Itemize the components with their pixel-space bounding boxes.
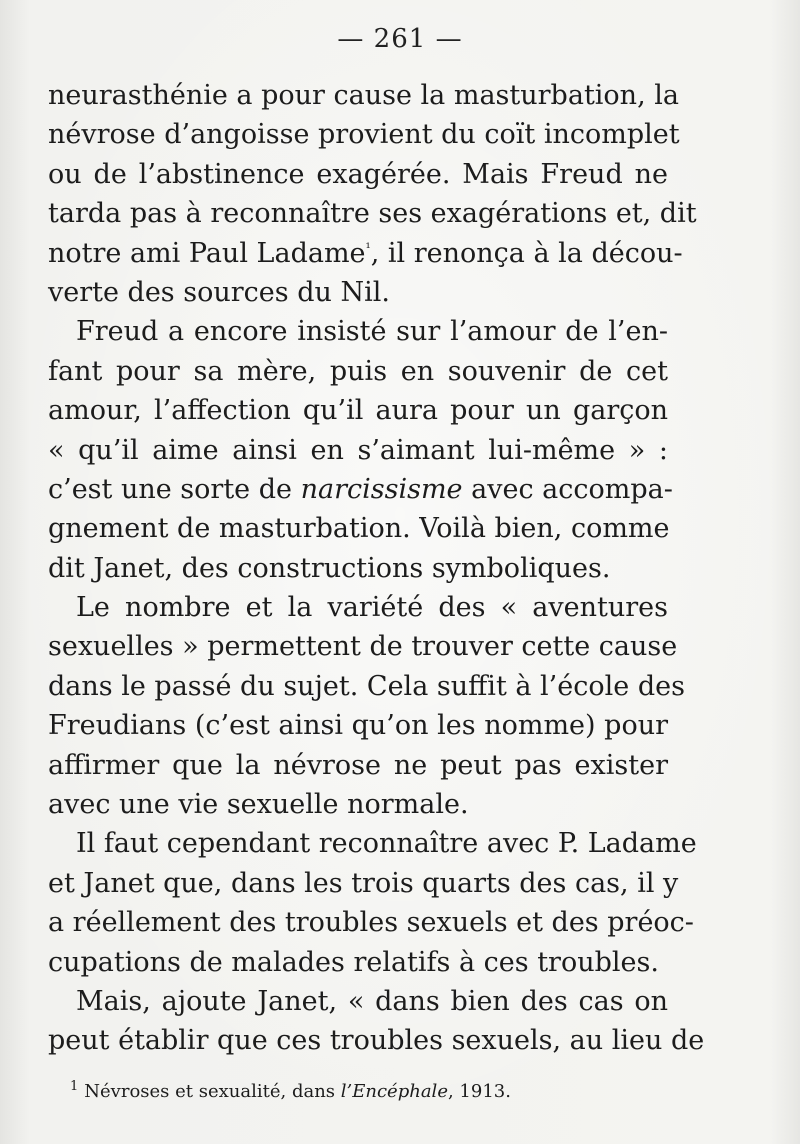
- text-segment: notre ami Paul Ladame: [48, 237, 366, 269]
- text-line: névrose d’angoisse provient du coït incomplet: [48, 119, 680, 151]
- text-line: et Janet que, dans les trois quarts des cas, il y: [48, 867, 679, 899]
- text-segment: c’est une sorte de: [48, 473, 301, 505]
- text-line: neurasthénie a pour cause la masturbation, la: [48, 80, 679, 111]
- text-line: dit Janet, des constructions symboliques.: [48, 552, 611, 584]
- text-line: dans le passé du sujet. Cela suffit à l’école des: [48, 670, 685, 702]
- text-line: avec une vie sexuelle normale.: [48, 789, 469, 821]
- text-line: [48, 234, 683, 273]
- footnote-text: Névroses et sexualité, dans: [84, 1081, 341, 1102]
- text-segment: , il renonça à la décou-: [370, 237, 683, 269]
- footnote-reference: ¹: [365, 240, 371, 256]
- text-line: tarda pas à reconnaître ses exagérations et, dit: [48, 198, 697, 230]
- text-line: amour, l’affection qu’il aura pour un garçon: [48, 395, 668, 427]
- text-line: Il faut cependant reconnaître avec P. Ladame: [76, 828, 697, 860]
- text-segment: avec accompa-: [462, 473, 673, 505]
- footnote-mark: 1: [70, 1079, 79, 1094]
- italic-term: narcissisme: [300, 473, 463, 505]
- footnote-journal: l’Encéphale: [340, 1081, 448, 1102]
- text-line: Freudians (c’est ainsi qu’on les nomme) pour: [48, 710, 668, 742]
- text-line: ou de l’abstinence exagérée. Mais Freud ne: [48, 158, 668, 190]
- footnote-text-end: , 1913.: [447, 1081, 511, 1102]
- text-line: « qu’il aime ainsi en s’aimant lui-même » :: [48, 434, 668, 466]
- body-text: [48, 76, 705, 1061]
- text-line: Le nombre et la variété des « aventures: [76, 592, 668, 624]
- text-line: cupations de malades relatifs à ces troubles.: [48, 946, 659, 978]
- footnote: [48, 1080, 668, 1104]
- text-line: fant pour sa mère, puis en souvenir de cet: [48, 355, 668, 387]
- text-line: gnement de masturbation. Voilà bien, comme: [48, 513, 670, 545]
- text-line: affirmer que la névrose ne peut pas exister: [48, 749, 668, 781]
- text-line: [48, 470, 673, 509]
- page-number: — 261 —: [337, 24, 463, 54]
- text-line: Mais, ajoute Janet, « dans bien des cas on: [76, 985, 668, 1017]
- text-line: verte des sources du Nil.: [48, 276, 390, 308]
- text-line: Freud a encore insisté sur l’amour de l’en-: [76, 316, 668, 348]
- text-line: peut établir que ces troubles sexuels, au lieu de: [48, 1025, 705, 1057]
- text-line: sexuelles » permettent de trouver cette cause: [48, 631, 678, 663]
- text-line: a réellement des troubles sexuels et des préoc-: [48, 907, 694, 939]
